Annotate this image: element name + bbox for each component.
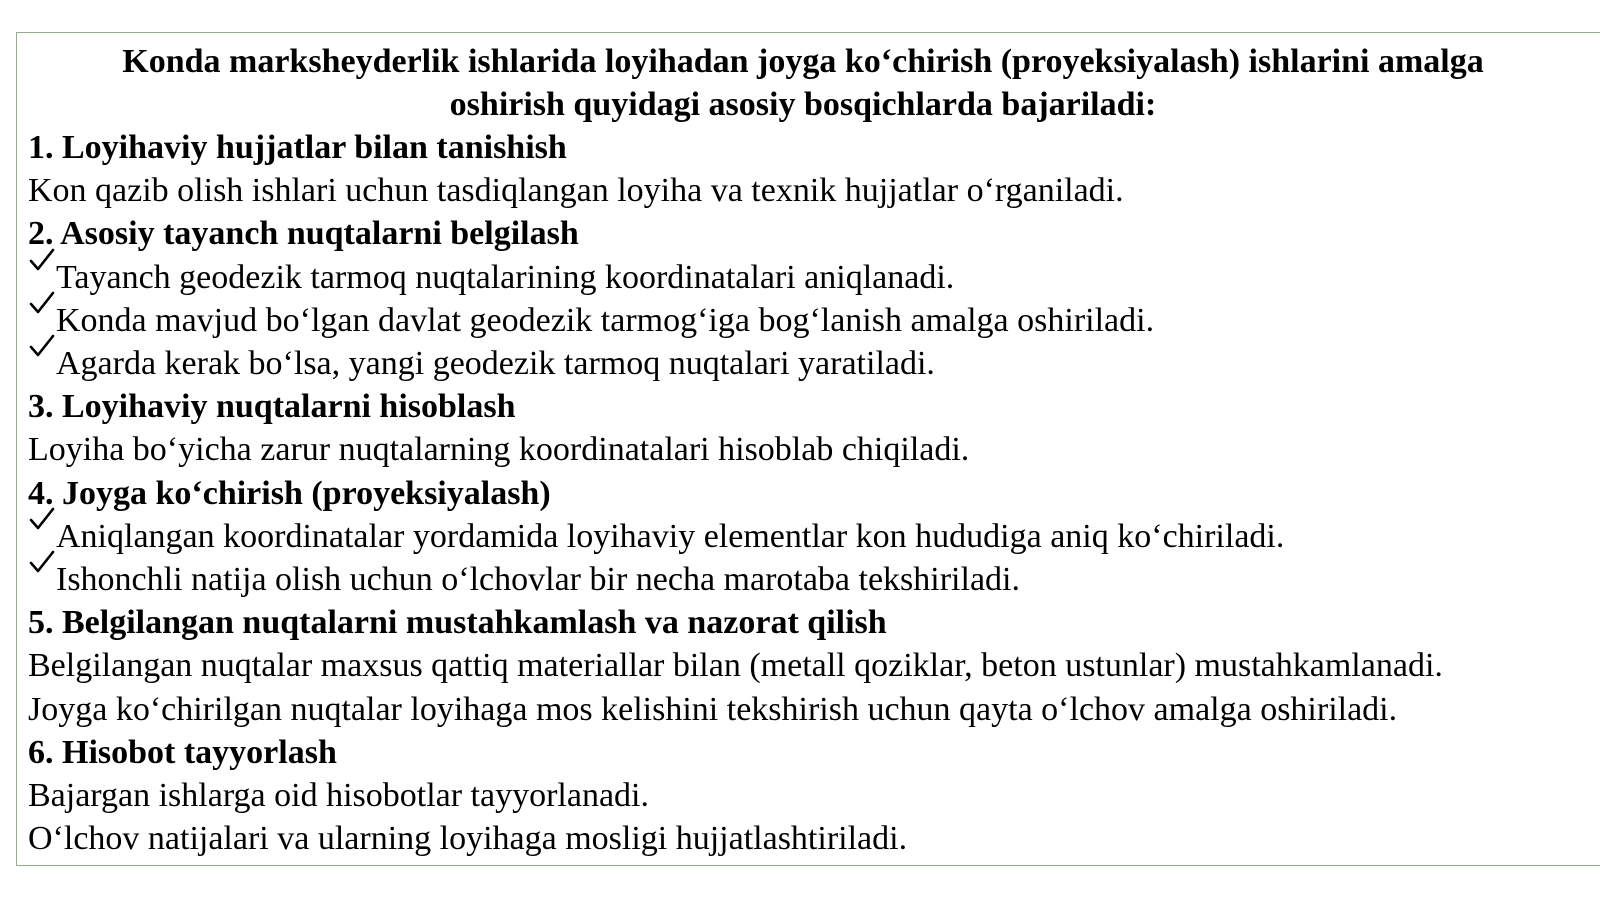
checkmark-icon xyxy=(28,548,56,576)
checkmark-icon xyxy=(28,332,56,360)
section-3-heading: 3. Loyihaviy nuqtalarni hisoblash xyxy=(28,388,516,426)
section-2-check-3 xyxy=(28,342,1588,385)
check-text: Tayanch geodezik tarmoq nuqtalarining koordinatalari aniqlanadi. xyxy=(56,258,955,296)
section-5-text-1: Belgilangan nuqtalar maxsus qattiq materiallar bilan (metall qoziklar, beton ustunlar) mustahkamlanadi. xyxy=(28,647,1443,685)
check-text: Konda mavjud bo‘lgan davlat geodezik tarmog‘iga bog‘lanish amalga oshiriladi. xyxy=(56,301,1155,339)
section-6-heading: 6. Hisobot tayyorlash xyxy=(28,733,337,771)
section-2-check-1 xyxy=(28,256,1588,299)
section-2-heading: 2. Asosiy tayanch nuqtalarni belgilash xyxy=(28,215,579,253)
title-line-1: Konda marksheyderlik ishlarida loyihadan joyga ko‘chirish (proyeksiyalash) ishlarini amalga xyxy=(122,43,1484,80)
section-6-text-2: O‘lchov natijalari va ularning loyihaga mosligi hujjatlashtiriladi. xyxy=(28,820,908,858)
document-body xyxy=(28,40,1588,860)
section-1-text-1: Kon qazib olish ishlari uchun tasdiqlangan loyiha va texnik hujjatlar o‘rganiladi. xyxy=(28,172,1124,210)
section-4-check-1 xyxy=(28,515,1588,558)
checkmark-icon xyxy=(28,289,56,317)
check-text: Ishonchli natija olish uchun o‘lchovlar bir necha marotaba tekshiriladi. xyxy=(56,561,1020,599)
checkmark-icon xyxy=(28,505,56,533)
title-line-2: oshirish quyidagi asosiy bosqichlarda bajariladi: xyxy=(449,86,1157,123)
section-4-heading: 4. Joyga ko‘chirish (proyeksiyalash) xyxy=(28,474,551,512)
section-5-heading: 5. Belgilangan nuqtalarni mustahkamlash va nazorat qilish xyxy=(28,604,887,642)
check-text: Aniqlangan koordinatalar yordamida loyihaviy elementlar kon hududiga aniq ko‘chiriladi. xyxy=(56,517,1285,555)
section-1-heading: 1. Loyihaviy hujjatlar bilan tanishish xyxy=(28,129,567,166)
section-4-check-2 xyxy=(28,558,1588,601)
section-3-text-1: Loyiha bo‘yicha zarur nuqtalarning koordinatalari hisoblab chiqiladi. xyxy=(28,431,970,469)
checkmark-icon xyxy=(28,246,56,274)
document-title xyxy=(28,40,1588,126)
section-2-check-2 xyxy=(28,299,1588,342)
section-6-text-1: Bajargan ishlarga oid hisobotlar tayyorlanadi. xyxy=(28,777,649,815)
check-text: Agarda kerak bo‘lsa, yangi geodezik tarmoq nuqtalari yaratiladi. xyxy=(56,345,935,383)
section-5-text-2: Joyga ko‘chirilgan nuqtalar loyihaga mos kelishini tekshirish uchun qayta o‘lchov amalga oshiriladi. xyxy=(28,690,1398,728)
